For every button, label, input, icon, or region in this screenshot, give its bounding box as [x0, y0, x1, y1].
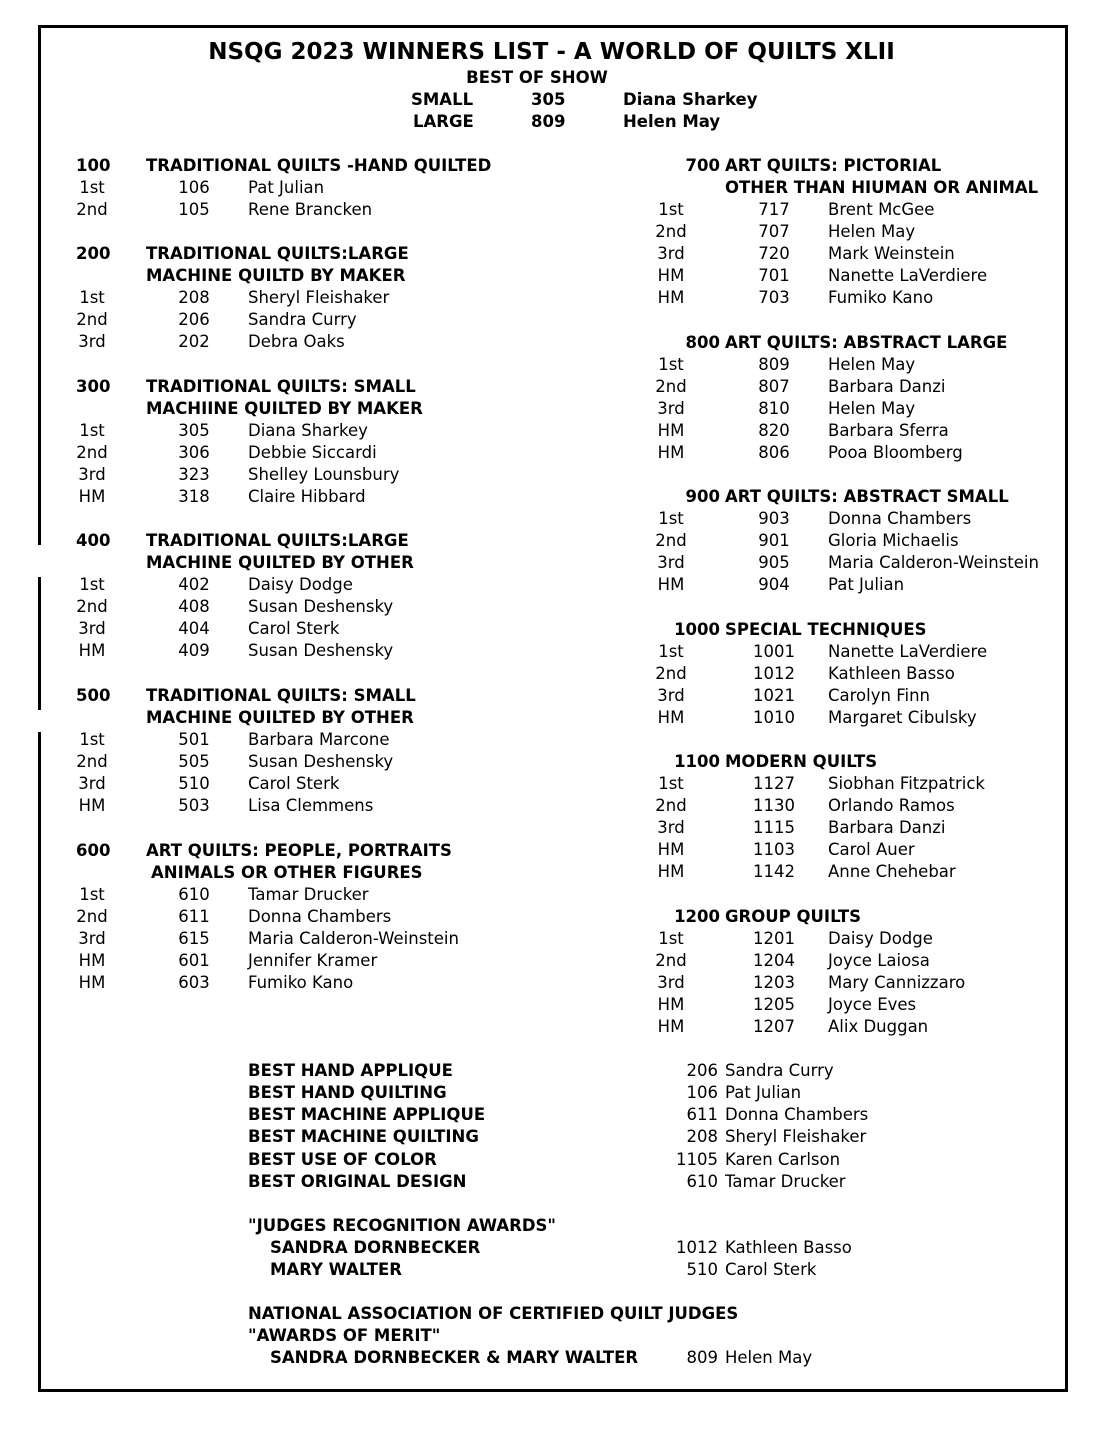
award-winner: Sandra Curry [725, 1061, 834, 1080]
entry-number: 903 [758, 509, 790, 528]
place-label: HM [657, 443, 685, 462]
place-label: HM [657, 288, 685, 307]
winner-name: Pat Julian [828, 575, 905, 594]
category-code: 800 [685, 333, 720, 352]
place-label: 1st [658, 929, 684, 948]
place-label: 2nd [76, 597, 108, 616]
place-label: 3rd [657, 973, 685, 992]
place-label: HM [78, 641, 106, 660]
winner-name: Susan Deshensky [248, 641, 394, 660]
entry-number: 318 [178, 487, 210, 506]
award-winner: Helen May [725, 1348, 813, 1367]
winner-name: Debra Oaks [248, 332, 345, 351]
winner-name: Maria Calderon-Weinstein [248, 929, 459, 948]
place-label: 1st [658, 774, 684, 793]
entry-number: 501 [178, 730, 210, 749]
entry-number: 603 [178, 973, 210, 992]
winner-name: Barbara Danzi [828, 377, 946, 396]
category-title: TRADITIONAL QUILTS: SMALL [146, 686, 416, 705]
winner-name: Daisy Dodge [828, 929, 933, 948]
award-number: 208 [686, 1127, 718, 1146]
winner-name: Gloria Michaelis [828, 531, 959, 550]
entry-number: 1204 [753, 951, 795, 970]
place-label: 2nd [76, 200, 108, 219]
winner-name: Helen May [828, 399, 916, 418]
place-label: 1st [79, 421, 105, 440]
place-label: 3rd [78, 929, 106, 948]
award-number: 610 [686, 1172, 718, 1191]
place-label: 1st [79, 288, 105, 307]
winner-name: Anne Chehebar [828, 862, 956, 881]
award-label: BEST HAND APPLIQUE [248, 1061, 453, 1080]
category-code: 1100 [674, 752, 720, 771]
category-code: 700 [685, 156, 720, 175]
award-winner: Kathleen Basso [725, 1238, 852, 1257]
award-label: BEST MACHINE APPLIQUE [248, 1105, 486, 1124]
winner-name: Nanette LaVerdiere [828, 266, 988, 285]
winner-name: Donna Chambers [828, 509, 972, 528]
place-label: HM [657, 1017, 685, 1036]
category-title: ART QUILTS: PEOPLE, PORTRAITS [146, 841, 452, 860]
entry-number: 1010 [753, 708, 795, 727]
award-winner: Donna Chambers [725, 1105, 869, 1124]
winner-name: Orlando Ramos [828, 796, 955, 815]
winner-name: Donna Chambers [248, 907, 392, 926]
winner-name: Joyce Eves [828, 995, 917, 1014]
place-label: HM [657, 708, 685, 727]
best-of-show-name: Helen May [623, 112, 721, 131]
entry-number: 611 [178, 907, 210, 926]
winner-name: Rene Brancken [248, 200, 373, 219]
winner-name: Nanette LaVerdiere [828, 642, 988, 661]
nacqj-heading: NATIONAL ASSOCIATION OF CERTIFIED QUILT JUDGES [248, 1304, 739, 1323]
place-label: HM [657, 575, 685, 594]
best-of-show-number: 809 [531, 112, 566, 131]
entry-number: 503 [178, 796, 210, 815]
place-label: 3rd [78, 332, 106, 351]
category-title: MACHIINE QUILTED BY MAKER [146, 399, 423, 418]
category-title: MODERN QUILTS [725, 752, 878, 771]
place-label: HM [657, 862, 685, 881]
category-title: ART QUILTS: ABSTRACT LARGE [725, 333, 1008, 352]
entry-number: 703 [758, 288, 790, 307]
award-label: BEST MACHINE QUILTING [248, 1127, 479, 1146]
winner-name: Susan Deshensky [248, 597, 394, 616]
entry-number: 408 [178, 597, 210, 616]
place-label: 2nd [76, 443, 108, 462]
winner-name: Barbara Danzi [828, 818, 946, 837]
entry-number: 905 [758, 553, 790, 572]
entry-number: 1205 [753, 995, 795, 1014]
judge-name: MARY WALTER [270, 1260, 402, 1279]
best-of-show-size: LARGE [413, 112, 474, 131]
award-number: 206 [686, 1061, 718, 1080]
place-label: HM [78, 973, 106, 992]
winner-name: Siobhan Fitzpatrick [828, 774, 985, 793]
winner-name: Lisa Clemmens [248, 796, 374, 815]
entry-number: 105 [178, 200, 210, 219]
best-of-show-heading: BEST OF SHOW [466, 68, 608, 87]
winner-name: Susan Deshensky [248, 752, 394, 771]
entry-number: 404 [178, 619, 210, 638]
place-label: 2nd [655, 796, 687, 815]
entry-number: 720 [758, 244, 790, 263]
category-title: TRADITIONAL QUILTS:LARGE [146, 531, 409, 550]
place-label: 1st [79, 178, 105, 197]
entry-number: 810 [758, 399, 790, 418]
place-label: 3rd [657, 686, 685, 705]
award-winner: Sheryl Fleishaker [725, 1127, 867, 1146]
entry-number: 610 [178, 885, 210, 904]
place-label: HM [657, 840, 685, 859]
best-of-show-number: 305 [531, 90, 566, 109]
entry-number: 701 [758, 266, 790, 285]
category-code: 1200 [674, 907, 720, 926]
winner-name: Tamar Drucker [248, 885, 369, 904]
place-label: 1st [658, 509, 684, 528]
entry-number: 1207 [753, 1017, 795, 1036]
award-number: 106 [686, 1083, 718, 1102]
entry-number: 409 [178, 641, 210, 660]
entry-number: 1001 [753, 642, 795, 661]
winner-name: Alix Duggan [828, 1017, 929, 1036]
entry-number: 901 [758, 531, 790, 550]
category-title: TRADITIONAL QUILTS -HAND QUILTED [146, 156, 492, 175]
winner-name: Jennifer Kramer [248, 951, 378, 970]
entry-number: 1012 [753, 664, 795, 683]
category-code: 400 [76, 531, 111, 550]
entry-number: 1142 [753, 862, 795, 881]
category-title: TRADITIONAL QUILTS:LARGE [146, 244, 409, 263]
winner-name: Claire Hibbard [248, 487, 366, 506]
awards-of-merit-heading: "AWARDS OF MERIT" [248, 1326, 441, 1345]
entry-number: 206 [178, 310, 210, 329]
award-winner: Pat Julian [725, 1083, 802, 1102]
entry-number: 1103 [753, 840, 795, 859]
award-label: BEST ORIGINAL DESIGN [248, 1172, 467, 1191]
place-label: HM [657, 266, 685, 285]
award-label: BEST USE OF COLOR [248, 1150, 437, 1169]
category-code: 900 [685, 487, 720, 506]
entry-number: 806 [758, 443, 790, 462]
category-title: GROUP QUILTS [725, 907, 861, 926]
entry-number: 202 [178, 332, 210, 351]
category-title: TRADITIONAL QUILTS: SMALL [146, 377, 416, 396]
category-title: MACHINE QUILTED BY OTHER [146, 553, 414, 572]
award-number: 510 [686, 1260, 718, 1279]
winner-name: Barbara Marcone [248, 730, 390, 749]
winner-name: Helen May [828, 355, 916, 374]
winner-name: Fumiko Kano [828, 288, 934, 307]
place-label: 3rd [657, 399, 685, 418]
winner-name: Daisy Dodge [248, 575, 353, 594]
entry-number: 306 [178, 443, 210, 462]
place-label: HM [657, 421, 685, 440]
best-of-show-size: SMALL [411, 90, 474, 109]
winner-name: Carol Auer [828, 840, 915, 859]
entry-number: 717 [758, 200, 790, 219]
best-of-show-name: Diana Sharkey [623, 90, 758, 109]
winner-name: Margaret Cibulsky [828, 708, 977, 727]
place-label: 1st [79, 885, 105, 904]
category-code: 1000 [674, 620, 720, 639]
entry-number: 1127 [753, 774, 795, 793]
winner-name: Kathleen Basso [828, 664, 955, 683]
entry-number: 615 [178, 929, 210, 948]
place-label: 3rd [657, 553, 685, 572]
category-title: ART QUILTS: ABSTRACT SMALL [725, 487, 1009, 506]
place-label: 2nd [655, 377, 687, 396]
place-label: 1st [658, 355, 684, 374]
entry-number: 323 [178, 465, 210, 484]
entry-number: 505 [178, 752, 210, 771]
category-title: SPECIAL TECHNIQUES [725, 620, 927, 639]
place-label: 1st [79, 730, 105, 749]
place-label: HM [78, 796, 106, 815]
page-title: NSQG 2023 WINNERS LIST - A WORLD OF QUILTS XLII [208, 39, 895, 65]
entry-number: 1130 [753, 796, 795, 815]
place-label: 2nd [655, 951, 687, 970]
winner-name: Carol Sterk [248, 774, 340, 793]
category-title: ART QUILTS: PICTORIAL [725, 156, 942, 175]
place-label: 3rd [78, 774, 106, 793]
border-gap [38, 545, 41, 577]
category-title: MACHINE QUILTD BY MAKER [146, 266, 406, 285]
winner-name: Joyce Laiosa [828, 951, 930, 970]
category-code: 600 [76, 841, 111, 860]
place-label: HM [78, 487, 106, 506]
category-code: 300 [76, 377, 111, 396]
winner-name: Pat Julian [248, 178, 325, 197]
place-label: 3rd [657, 818, 685, 837]
entry-number: 305 [178, 421, 210, 440]
judges-recognition-heading: "JUDGES RECOGNITION AWARDS" [248, 1216, 556, 1235]
entry-number: 820 [758, 421, 790, 440]
award-number: 1105 [676, 1150, 718, 1169]
winner-name: Mary Cannizzaro [828, 973, 966, 992]
place-label: 1st [658, 200, 684, 219]
category-code: 500 [76, 686, 111, 705]
entry-number: 208 [178, 288, 210, 307]
winner-name: Sandra Curry [248, 310, 357, 329]
entry-number: 807 [758, 377, 790, 396]
entry-number: 106 [178, 178, 210, 197]
winner-name: Helen May [828, 222, 916, 241]
category-title: ANIMALS OR OTHER FIGURES [151, 863, 423, 882]
winner-name: Shelley Lounsbury [248, 465, 400, 484]
place-label: 1st [79, 575, 105, 594]
entry-number: 707 [758, 222, 790, 241]
winner-name: Mark Weinstein [828, 244, 955, 263]
judge-name: SANDRA DORNBECKER & MARY WALTER [270, 1348, 639, 1367]
winner-name: Diana Sharkey [248, 421, 368, 440]
entry-number: 402 [178, 575, 210, 594]
winner-name: Barbara Sferra [828, 421, 949, 440]
place-label: 3rd [78, 619, 106, 638]
place-label: 2nd [76, 907, 108, 926]
place-label: 3rd [78, 465, 106, 484]
winner-name: Carol Sterk [248, 619, 340, 638]
award-winner: Karen Carlson [725, 1150, 841, 1169]
winner-name: Sheryl Fleishaker [248, 288, 390, 307]
place-label: 1st [658, 642, 684, 661]
place-label: 2nd [655, 664, 687, 683]
place-label: 2nd [76, 310, 108, 329]
entry-number: 1203 [753, 973, 795, 992]
winner-name: Pooa Bloomberg [828, 443, 963, 462]
entry-number: 809 [758, 355, 790, 374]
place-label: HM [78, 951, 106, 970]
place-label: 2nd [655, 222, 687, 241]
place-label: HM [657, 995, 685, 1014]
award-winner: Tamar Drucker [725, 1172, 846, 1191]
entry-number: 904 [758, 575, 790, 594]
winner-name: Brent McGee [828, 200, 935, 219]
category-title: MACHINE QUILTED BY OTHER [146, 708, 414, 727]
award-number: 611 [686, 1105, 718, 1124]
winner-name: Fumiko Kano [248, 973, 354, 992]
category-code: 200 [76, 244, 111, 263]
entry-number: 601 [178, 951, 210, 970]
place-label: 2nd [655, 531, 687, 550]
winner-name: Maria Calderon-Weinstein [828, 553, 1039, 572]
winner-name: Debbie Siccardi [248, 443, 377, 462]
category-code: 100 [76, 156, 111, 175]
award-label: BEST HAND QUILTING [248, 1083, 447, 1102]
category-title: OTHER THAN HIUMAN OR ANIMAL [725, 178, 1039, 197]
award-number: 1012 [676, 1238, 718, 1257]
place-label: 3rd [657, 244, 685, 263]
entry-number: 1201 [753, 929, 795, 948]
entry-number: 510 [178, 774, 210, 793]
entry-number: 1115 [753, 818, 795, 837]
award-number: 809 [686, 1348, 718, 1367]
winner-name: Carolyn Finn [828, 686, 930, 705]
border-gap [38, 710, 41, 732]
place-label: 2nd [76, 752, 108, 771]
entry-number: 1021 [753, 686, 795, 705]
award-winner: Carol Sterk [725, 1260, 817, 1279]
judge-name: SANDRA DORNBECKER [270, 1238, 481, 1257]
